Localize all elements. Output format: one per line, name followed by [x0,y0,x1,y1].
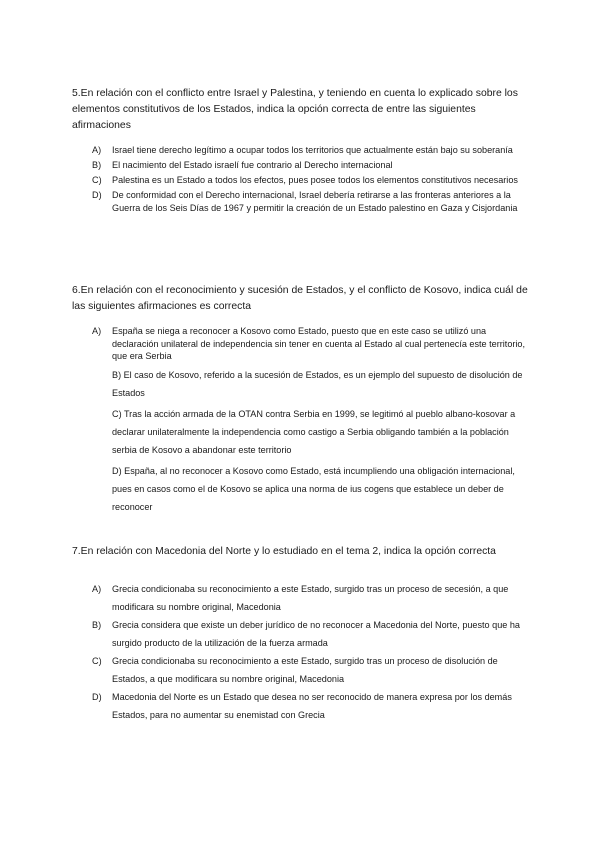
option-letter: B) [92,620,102,630]
option-letter: B) [92,160,102,170]
option-letter: C) [92,656,102,666]
option-letter: A) [92,584,102,594]
option-letter: A) [92,145,102,155]
option-6b[interactable]: B) El caso de Kosovo, referido a la sucesión de Estados, es un ejemplo del supuesto de disolución de Estados [112,369,523,398]
option-6a[interactable] [92,325,532,363]
option-text: España se niega a reconocer a Kosovo como Estado, puesto que en este caso se utilizó una declaración unilateral de independencia sin tener en cuenta al Estado al cual pertenecía este territorio, que era Serbia [112,326,526,361]
option-text: Grecia considera que existe un deber jurídico de no reconocer a Macedonia del Norte, puesto que ha surgido producto de la utilización de la fuerza armada [112,620,520,648]
option-text: De conformidad con el Derecho internacional, Israel debería retirarse a las fronteras anteriores a la Guerra de los Seis Días de 1967 y permitir la creación de un Estado palestino en Gaza y Cisjordania [112,190,518,213]
option-7d[interactable] [92,688,532,724]
option-letter: C) [92,175,102,185]
question-6-stem: 6.En relación con el reconocimiento y sucesión de Estados, y el conflicto de Kosovo, indica cuál de las siguientes afirmaciones es correcta [72,285,528,312]
option-7c[interactable] [92,652,532,688]
option-5a[interactable] [92,144,532,157]
option-7a[interactable] [92,580,532,616]
option-letter: A) [92,326,102,336]
option-text: Grecia condicionaba su reconocimiento a este Estado, surgido tras un proceso de disolución de Estados, a que modificara su nombre original, Macedonia [112,656,498,684]
question-6-options [92,325,532,518]
option-7b[interactable] [92,616,532,652]
option-text: Israel tiene derecho legítimo a ocupar todos los territorios que actualmente están bajo su soberanía [112,145,513,155]
option-text: Palestina es un Estado a todos los efectos, pues posee todos los elementos constitutivos necesarios [112,175,518,185]
option-letter: D) [92,692,102,702]
option-5d[interactable] [92,189,532,214]
option-5c[interactable] [92,174,532,187]
option-text: El nacimiento del Estado israelí fue contrario al Derecho internacional [112,160,393,170]
option-6d[interactable]: D) España, al no reconocer a Kosovo como Estado, está incumpliendo una obligación internacional, pues en casos como el de Kosovo se aplica una norma de ius cogens que establece un deber de reconocer [112,465,515,512]
question-5-stem: 5.En relación con el conflicto entre Israel y Palestina, y teniendo en cuenta lo explicado sobre los elementos constitutivos de los Estados, indica la opción correcta de entre las siguientes afirmaciones [72,88,518,131]
option-letter: D) [92,190,102,200]
question-7-options [92,580,532,724]
question-7-stem: 7.En relación con Macedonia del Norte y lo estudiado en el tema 2, indica la opción correcta [72,546,496,557]
option-text: Grecia condicionaba su reconocimiento a este Estado, surgido tras un proceso de secesión, a que modificara su nombre original, Macedonia [112,584,509,612]
option-text: Macedonia del Norte es un Estado que desea no ser reconocido de manera expresa por los demás Estados, para no aumentar su enemistad con Grecia [112,692,512,720]
question-5-options [92,144,532,217]
option-5b[interactable] [92,159,532,172]
option-6c[interactable]: C) Tras la acción armada de la OTAN contra Serbia en 1999, se legitimó al pueblo albano-kosovar a declarar unilateralmente la independencia como castigo a Serbia obligando también a la población serbia de Kosovo a abandonar este territorio [112,408,516,455]
